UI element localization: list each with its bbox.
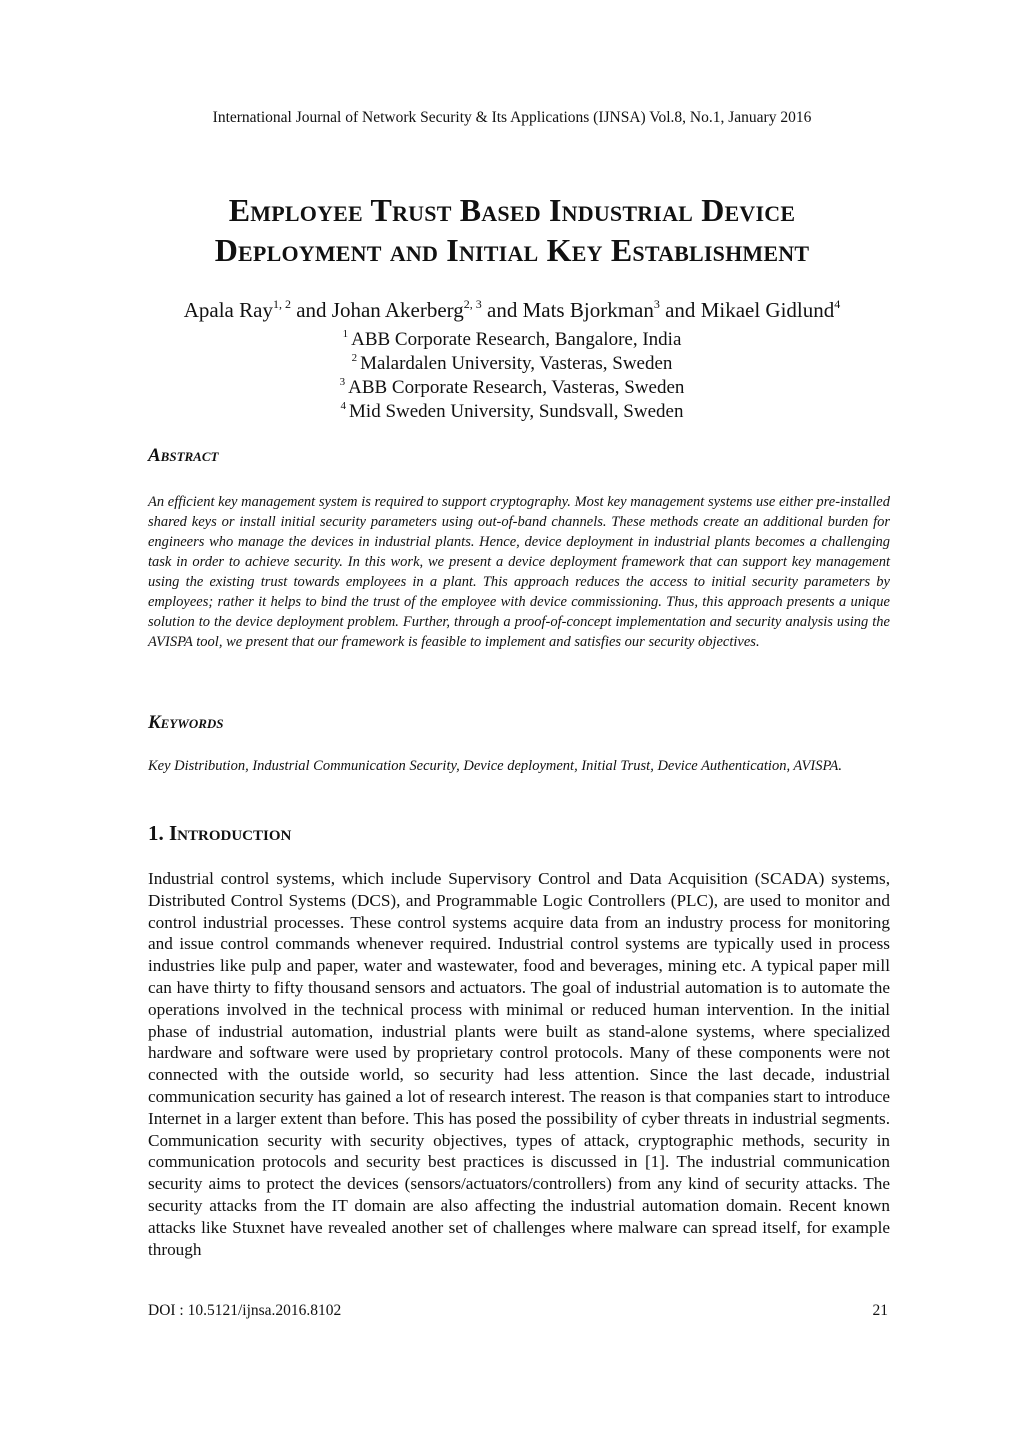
affiliation-line <box>100 376 924 400</box>
author-name: Apala Ray <box>183 298 273 322</box>
author-joiner: and <box>487 298 518 322</box>
author-name: Johan Akerberg <box>331 298 464 322</box>
keywords-body: Key Distribution, Industrial Communication Security, Device deployment, Initial Trust, Device Authentication, AVISPA. <box>148 758 842 774</box>
affiliation-line <box>100 400 924 424</box>
author-name: Mikael Gidlund <box>700 298 835 322</box>
affiliation-number: 2 <box>351 352 358 364</box>
affiliation-text: Mid Sweden University, Sundsvall, Sweden <box>349 401 684 422</box>
affiliation-text: Malardalen University, Vasteras, Sweden <box>360 353 673 374</box>
journal-header: International Journal of Network Security & Its Applications (IJNSA) Vol.8, No.1, January 2016 <box>212 109 812 126</box>
affiliation-number: 1 <box>342 328 349 340</box>
author-affiliation-marker: 1, 2 <box>272 297 291 311</box>
author-affiliation-marker: 3 <box>653 297 660 311</box>
footer-doi: DOI : 10.5121/ijnsa.2016.8102 <box>148 1302 342 1319</box>
author-list <box>100 298 924 322</box>
paper-title-line-1: Employee Trust Based Industrial Device <box>228 192 796 228</box>
author-name: Mats Bjorkman <box>522 298 654 322</box>
page-number: 21 <box>872 1302 888 1319</box>
author-affiliation-marker: 2, 3 <box>463 297 482 311</box>
author-joiner: and <box>296 298 327 322</box>
paper-title <box>100 190 924 270</box>
affiliation-line <box>100 352 924 376</box>
affiliation-text: ABB Corporate Research, Bangalore, India <box>351 329 682 350</box>
affiliation-number: 4 <box>340 400 347 412</box>
affiliation-line <box>100 328 924 352</box>
paper-title-line-2: Deployment and Initial Key Establishment <box>214 232 810 268</box>
keywords-heading: Keywords <box>148 712 224 733</box>
affiliation-number: 3 <box>339 376 346 388</box>
author-affiliation-marker: 4 <box>834 297 841 311</box>
abstract-body: An efficient key management system is required to support cryptography. Most key management systems use either pre-installed shared keys or install initial security parameters using out-of-band channels. These methods create an additional burden for engineers who manage the devices in industrial plants. Hence, device deployment in industrial plants becomes a challenging task in order to achieve security. In this work, we present a device deployment framework that can support key management using the existing trust towards employees in a plant. This approach reduces the access to initial security parameters by employees; rather it helps to bind the trust of the employee with device commissioning. Thus, this approach presents a unique solution to the device deployment problem. Further, through a proof-of-concept implementation and security analysis using the AVISPA tool, we present that our framework is feasible to implement and satisfies our security objectives. <box>148 494 890 650</box>
abstract-heading: Abstract <box>148 445 219 466</box>
introduction-heading: 1. Introduction <box>148 821 292 845</box>
affiliation-list <box>100 328 924 424</box>
introduction-body: Industrial control systems, which include Supervisory Control and Data Acquisition (SCADA) systems, Distributed Control Systems (DCS), and Programmable Logic Controllers (PLC), are used to monitor and control industrial processes. These control systems acquire data from an industry process for monitoring and issue control commands whenever required. Industrial control systems are typically used in process industries like pulp and paper, water and wastewater, food and beverages, mining etc. A typical paper mill can have thirty to fifty thousand sensors and actuators. The goal of industrial automation is to automate the operations involved in the technical process with minimal or reduced human intervention. In the initial phase of industrial automation, industrial plants were built as stand-alone systems, where specialized hardware and software were used by proprietary control protocols. Many of these components were not connected with the outside world, so security had less attention. Since the last decade, industrial communication security has gained a lot of research interest. The reason is that companies start to introduce Internet in a larger extent than before. This has posed the possibility of cyber threats in industrial segments. Communication security with security objectives, types of attack, cryptographic methods, security in communication protocols and security best practices is discussed in [1]. The industrial communication security aims to protect the devices (sensors/actuators/controllers) from any kind of security attacks. The security attacks from the IT domain are also affecting the industrial automation domain. Recent known attacks like Stuxnet have revealed another set of challenges where malware can spread itself, for example through <box>148 869 890 1259</box>
author-joiner: and <box>665 298 696 322</box>
affiliation-text: ABB Corporate Research, Vasteras, Sweden <box>348 377 685 398</box>
